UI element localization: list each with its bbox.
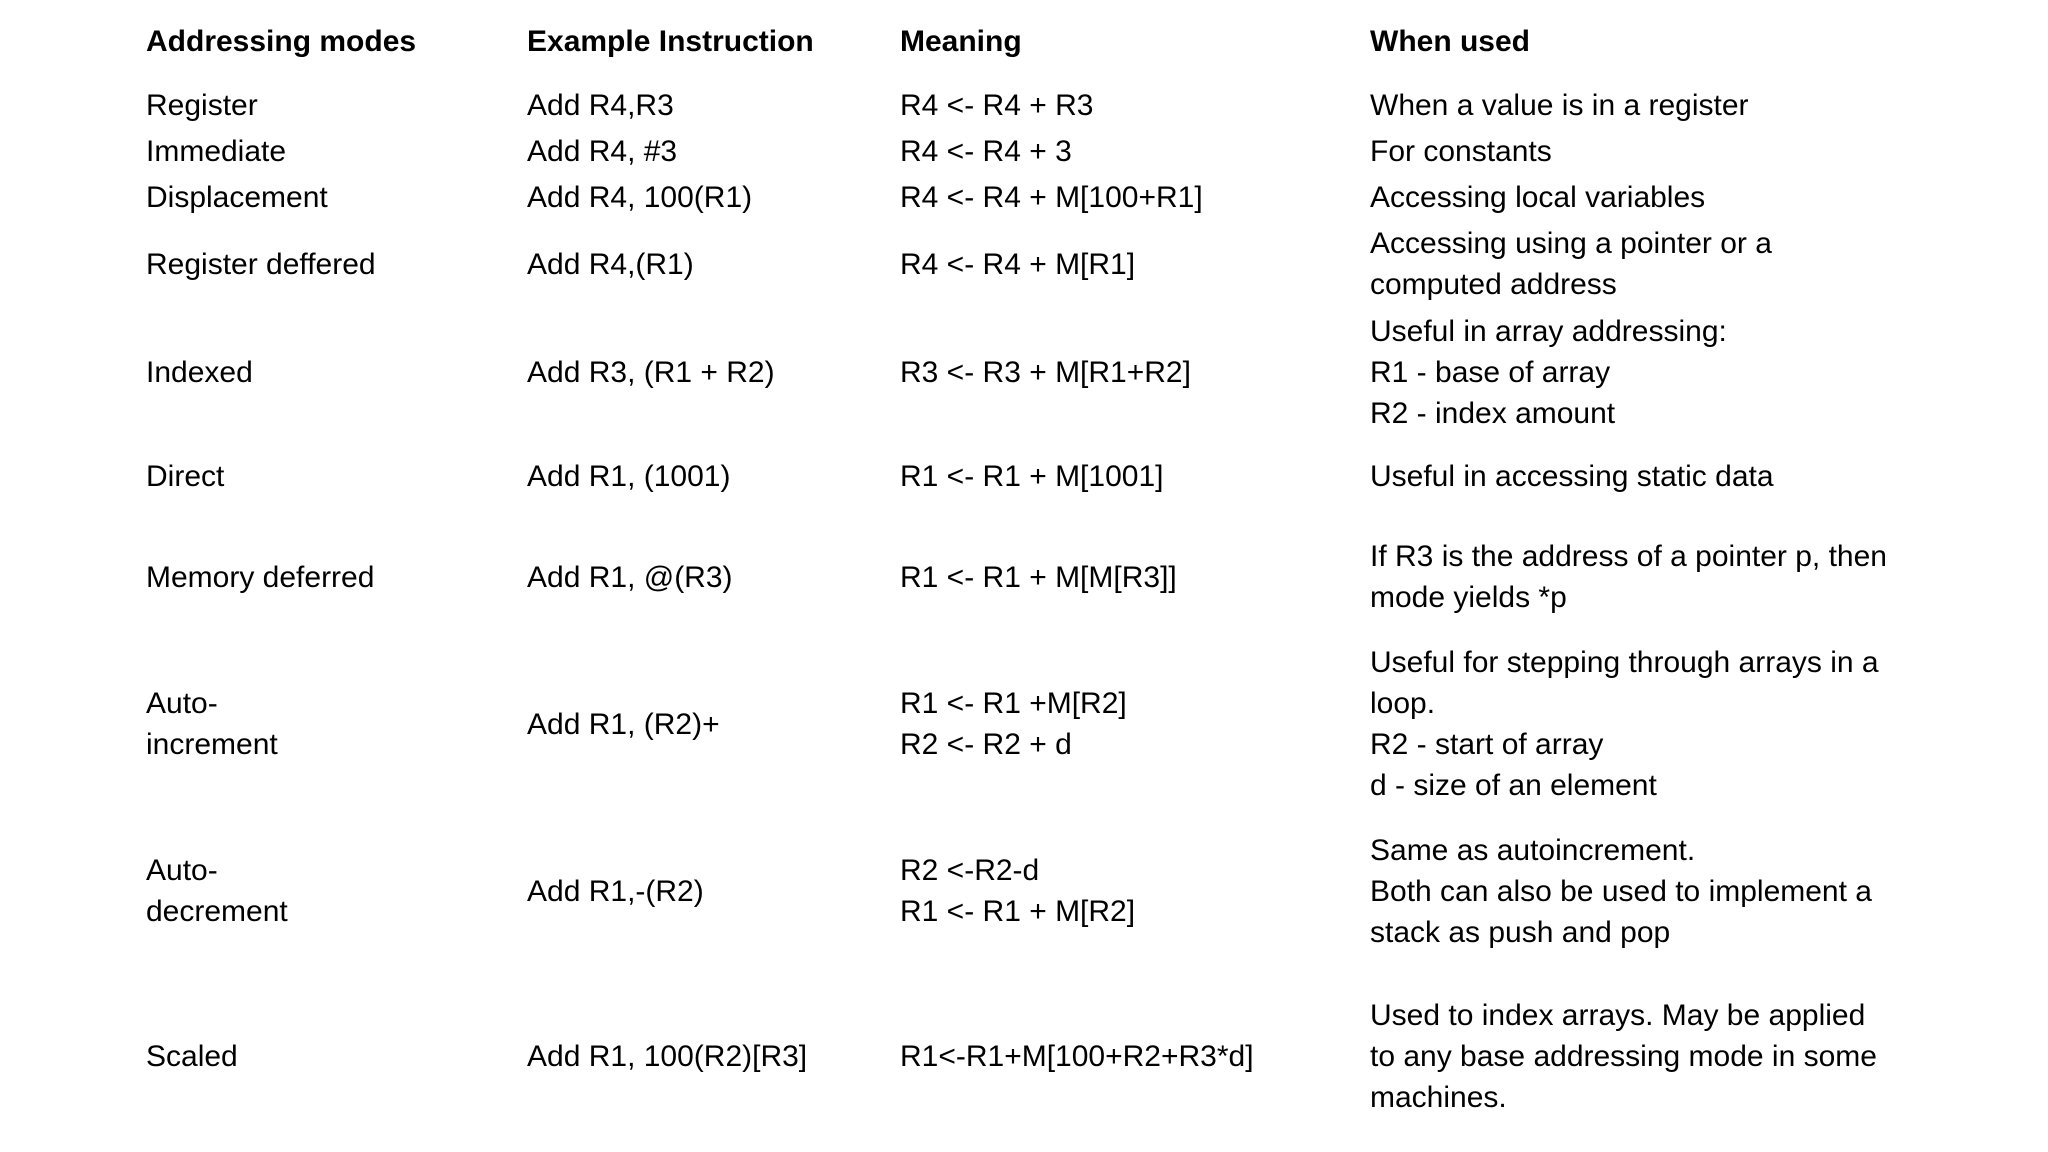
meaning-cell [900,829,1360,953]
cell-text-line: R4 <- R4 + M[100+R1] [900,180,1203,214]
cell-text-line: loop. [1370,687,1436,720]
cell-text-line: R2 <-R2-d [900,854,1040,887]
mode-cell [146,223,516,305]
cell-text-line: R1 <- R1 +M[R2] [900,687,1127,720]
cell-text-line: Useful in accessing static data [1370,459,1774,493]
cell-text-line: R2 - index amount [1370,396,1616,430]
meaning-cell [900,85,1360,125]
cell-text-line: increment [146,728,278,761]
example-cell [527,223,887,305]
cell-text-line: Immediate [146,134,287,168]
cell-text-line: R1 <- R1 + M[1001] [900,459,1164,493]
cell-text-line: computed address [1370,268,1617,301]
cell-text-line: Add R4, 100(R1) [527,180,753,214]
cell-text-line: R1<-R1+M[100+R2+R3*d] [900,1039,1254,1073]
cell-text-line: Useful in array addressing: [1370,314,1727,348]
cell-text-line: stack as push and pop [1370,915,1671,949]
cell-text-line: R4 <- R4 + 3 [900,134,1072,168]
example-cell [527,455,887,497]
meaning-cell [900,223,1360,305]
cell-text-line: Auto- [146,687,218,720]
meaning-cell [900,131,1360,171]
table-row [0,829,2048,953]
cell-text-line: Displacement [146,180,328,214]
cell-text-line: If R3 is the address of a pointer p, then [1370,540,1887,573]
when-used-cell [1370,223,2030,305]
cell-text-line: mode yields *p [1370,581,1567,614]
when-used-cell [1370,994,2030,1118]
cell-text-line: R1 <- R1 + M[R2] [900,895,1136,928]
table-row [0,310,2048,434]
example-cell [527,829,887,953]
meaning-cell [900,455,1360,497]
cell-text-line: Add R4,R3 [527,88,674,122]
mode-cell [146,310,516,434]
example-cell [527,310,887,434]
cell-text-line: R4 <- R4 + M[R1] [900,247,1136,281]
example-cell [527,994,887,1118]
cell-text-line: Useful for stepping through arrays in a [1370,646,1879,679]
cell-text-line: R4 <- R4 + R3 [900,88,1094,122]
header-meaning: Meaning [900,24,1022,58]
meaning-cell [900,310,1360,434]
when-used-cell [1370,85,2030,125]
meaning-cell [900,177,1360,217]
mode-cell [146,829,516,953]
cell-text-line: d - size of an element [1370,769,1657,802]
meaning-cell [900,994,1360,1118]
cell-text-line: Register deffered [146,247,376,281]
cell-text-line: Add R4, #3 [527,134,678,168]
table-header-row [0,20,2048,62]
cell-text-line: machines. [1370,1080,1507,1114]
when-used-cell [1370,536,2030,618]
cell-text-line: Memory deferred [146,560,375,594]
cell-text-line: Scaled [146,1039,238,1073]
when-used-cell [1370,131,2030,171]
cell-text-line: Add R1, (1001) [527,459,731,493]
cell-text-line: to any base addressing mode in some [1370,1039,1877,1073]
cell-text-line: Accessing local variables [1370,180,1706,214]
when-used-cell [1370,455,2030,497]
example-cell [527,641,887,807]
table-row [0,455,2048,497]
cell-text-line: Add R3, (R1 + R2) [527,355,775,389]
example-cell [527,131,887,171]
cell-text-line: Direct [146,459,225,493]
when-used-cell [1370,310,2030,434]
table-row [0,223,2048,305]
cell-text-line: R2 <- R2 + d [900,728,1072,761]
header-example-instruction: Example Instruction [527,24,814,58]
cell-text-line: Auto- [146,854,218,887]
mode-cell [146,994,516,1118]
cell-text-line: Add R1,-(R2) [527,874,704,908]
cell-text-line: Same as autoincrement. [1370,833,1696,867]
cell-text-line: Add R4,(R1) [527,247,694,281]
header-addressing-modes: Addressing modes [146,24,417,58]
cell-text-line: Register [146,88,258,122]
mode-cell [146,641,516,807]
cell-text-line: R1 - base of array [1370,355,1611,389]
cell-text-line: R3 <- R3 + M[R1+R2] [900,355,1191,389]
cell-text-line: R1 <- R1 + M[M[R3]] [900,560,1177,594]
cell-text-line: For constants [1370,134,1552,168]
table-row [0,536,2048,618]
cell-text-line: decrement [146,895,288,928]
table-row [0,177,2048,217]
cell-text-line: Both can also be used to implement a [1370,874,1872,908]
cell-text-line: Add R1, (R2)+ [527,707,720,741]
cell-text-line: When a value is in a register [1370,88,1749,122]
table-row [0,641,2048,807]
mode-cell [146,536,516,618]
table-row [0,131,2048,171]
when-used-cell [1370,177,2030,217]
cell-text-line: Indexed [146,355,253,389]
example-cell [527,85,887,125]
cell-text-line: Used to index arrays. May be applied [1370,998,1866,1032]
header-when-used: When used [1370,24,1531,58]
when-used-cell [1370,641,2030,807]
meaning-cell [900,641,1360,807]
example-cell [527,536,887,618]
cell-text-line: Add R1, 100(R2)[R3] [527,1039,808,1073]
example-cell [527,177,887,217]
cell-text-line: Add R1, @(R3) [527,560,733,594]
table-row [0,994,2048,1118]
cell-text-line: Accessing using a pointer or a [1370,227,1772,260]
mode-cell [146,455,516,497]
table-row [0,85,2048,125]
mode-cell [146,85,516,125]
cell-text-line: R2 - start of array [1370,728,1604,761]
meaning-cell [900,536,1360,618]
mode-cell [146,131,516,171]
mode-cell [146,177,516,217]
when-used-cell [1370,829,2030,953]
